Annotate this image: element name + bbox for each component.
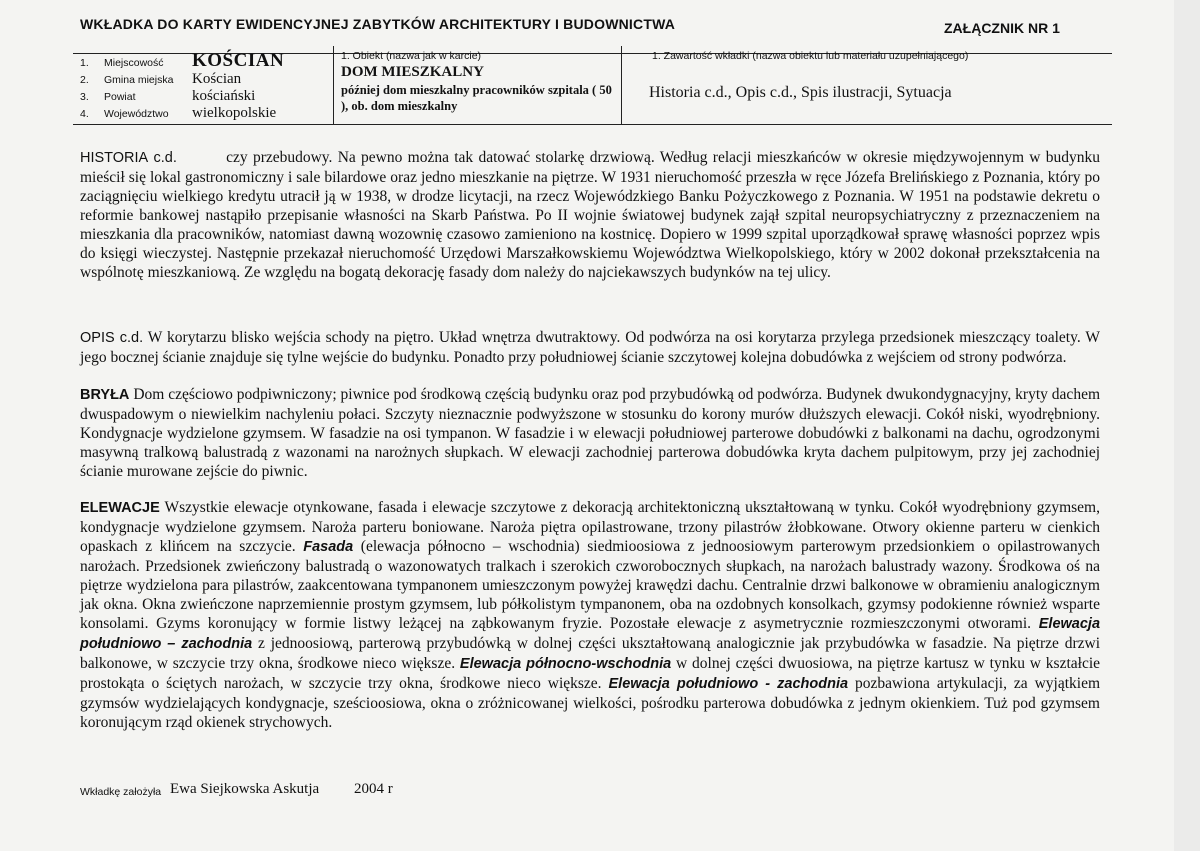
historia-label: HISTORIA [80,150,149,166]
header-divider-2 [621,46,622,124]
elevation-sw-heading: Elewacja południowo – zachodnia [80,616,1101,652]
location-row-commune: 2. Gmina miejska Kościan [80,71,242,87]
footer-label: Wkładkę założyła [80,786,162,798]
location-row-voivodeship: 4. Województwo wielkopolskie [80,105,277,121]
opis-section [80,328,1100,367]
historia-section [80,148,1100,282]
header-divider-1 [333,46,334,124]
attachment-number: ZAŁĄCZNIK NR 1 [944,20,1060,36]
fasada-heading: Fasada [303,539,354,555]
page-edge [1174,0,1200,851]
footer-year: 2004 r [354,781,393,797]
elewacje-section: ELEWACJE Wszystkie elewacje otynkowane, fasada i elewacje szczytowe z dekoracją architektoniczną ukształtowaną w tynku. Cokół wyodrębniony gzymsem, kondygnacje wydzielone gzymsem. Naroża parteru boniowane. Naroża piętra opilastrowane, trzony pilastrów żłobkowane. Otwory okienne parteru w cienkich opaskach z klińcem na szczycie. Fasada (elewacja północno – wschodnia) siedmioosiowa z jednoosiowym parterowym przedsionkiem o opilastrowanych narożach. Przedsionek zwieńczony balustradą o wazonowatych tralkach i szerokich czworobocznych słupkach, na narożach balustrady wazony. Środkowa oś na piętrze wydzielona para pilastrów, zaakcentowana tympanonem umieszczonym powyżej krawędzi dachu. Centralnie drzwi balkonowe w obramieniu analogicznym jak okna. Okna zwieńczone naprzemiennie prostym gzymsem, lub półkolistym tympanonem, oba na ozdobnych konsolkach, gzymsy podokienne również wsparte konsolami. Gzyms koronujący w formie listwy leżącej na ząbkowanym fryzie. Pozostałe elewacje z asymetrycznie rozmieszczonymi otworami. Elewacja południowo – zachodnia z jednoosiową, parterową przybudówką w dolnej części ukształtowaną analogicznie jak przybudówka w fasadzie. Na piętrze drzwi balkonowe, w szczycie trzy okna, środkowe nieco większe. Elewacja północno-wschodnia w dolnej części dwuosiowa, na piętrze kartusz w tynku w kształcie prostokąta o ściętych narożach, w szczycie trzy okna, środkowe nieco większe. Elewacja południowo - zachodnia pozbawiona artykulacji, za wyjątkiem gzymsów wydzielających kondygnacje, sześcioosiowa, okna o zróżnicowanej wielkości, pośrodku parterowa dobudówka z jednym okienkiem. Tuż pod gzymsem koronującym rząd okienek strychowych. [80,499,1101,731]
author-name: Ewa Siejkowska Askutja [170,781,320,797]
historia-cd: c.d. [153,150,177,166]
form-title: WKŁADKA DO KARTY EWIDENCYJNEJ ZABYTKÓW ARCHITEKTURY I BUDOWNICTWA [80,16,676,32]
elewacje-label: ELEWACJE [80,500,160,516]
object-subtitle: później dom mieszkalny pracowników szpitala ( 50 ), ob. dom mieszkalny [341,83,612,113]
town-name: KOŚCIAN [192,50,285,71]
bryla-label: BRYŁA [80,387,130,403]
elevation-ne-heading: Elewacja północno-wschodnia [459,656,672,672]
object-label: 1. Obiekt (nazwa jak w karcie) [341,50,482,62]
opis-label: OPIS c.d. [80,330,144,346]
header-bottom-rule [73,124,1112,125]
contents-label: 1. Zawartość wkładki (nazwa obiektu lub materiału uzupełniającego) [652,50,969,62]
bryla-section [80,385,1100,481]
bryla-text: Dom częściowo podpiwniczony; piwnice pod środkową częścią budynku oraz pod przybudówką od podwórza. Budynek dwukondygnacyjny, kryty dachem dwuspadowym o niewielkim nachyleniu połaci. Szczyty nieznacznie podwyższone w stosunku do korony murów dłuższych elewacji. Cokół niski, wyodrębniony. Kondygnacje wydzielone gzymsem. W fasadzie na osi tympanon. W fasadzie i w elewacji południowej parterowe dobudówki z balkonami na dachu, ogrodzonymi masywną tralkową balustradą z wazonami na narożnych słupkach. W elewacji zachodniej parterowa dobudówka kryta dachem pulpitowym, przy jej zachodniej ścianie murowane zejście do piwnic. [80,386,1101,480]
location-row-town: 1. Miejscowość KOŚCIAN [80,50,285,71]
location-row-county: 3. Powiat kościański [80,88,256,104]
elevation-sw2-heading: Elewacja południowo - zachodnia [608,676,849,692]
historia-text: czy przebudowy. Na pewno można tak datować stolarkę drzwiową. Według relacji mieszkańców w okresie międzywojennym w budynku mieścił się lokal gastronomiczny i sale bilardowe oraz jedno mieszkanie na piętrze. W 1931 nieruchomość przeszła w ręce Józefa Brelińskiego z Poznania, który po zaciągnięciu wielkiego kredytu utracił ją w 1938, w drodze licytacji, na rzecz Wojewódzkiego Banku Pożyczkowego z Poznania. W 1951 na podstawie dekretu o reformie bankowej nastąpiło przepisanie własności na Skarb Państwa. Po II wojnie światowej budynek zajął szpital neuropsychiatryczny z przeznaczeniem na mieszkania dla pracowników, natomiast dawną wozownię czasowo zamieniono na kostnicę. Dopiero w 1999 szpital uporządkował sprawę własności poprzez wpis do księgi wieczystej. Następnie przekazał nieruchomość Urzędowi Marszałkowskiemu Województwa Wielkopolskiego, który w 2002 dokonał przekształcenia na wspólnotę mieszkaniową. Ze względu na bogatą dekorację fasady dom należy do najciekawszych budynków na tej ulicy. [80,149,1100,281]
object-name: DOM MIESZKALNY [341,64,484,80]
opis-text: W korytarzu blisko wejścia schody na piętro. Układ wnętrza dwutraktowy. Od podwórza na osi korytarza przylega przedsionek mieszczący toalety. W jego bocznej ścianie znajduje się tylne wejście do budynku. Ponadto przy południowej ścianie szczytowej kolejna dobudówka z wejściem od strony podwórza. [80,329,1100,366]
contents-value: Historia c.d., Opis c.d., Spis ilustracji, Sytuacja [649,84,952,101]
